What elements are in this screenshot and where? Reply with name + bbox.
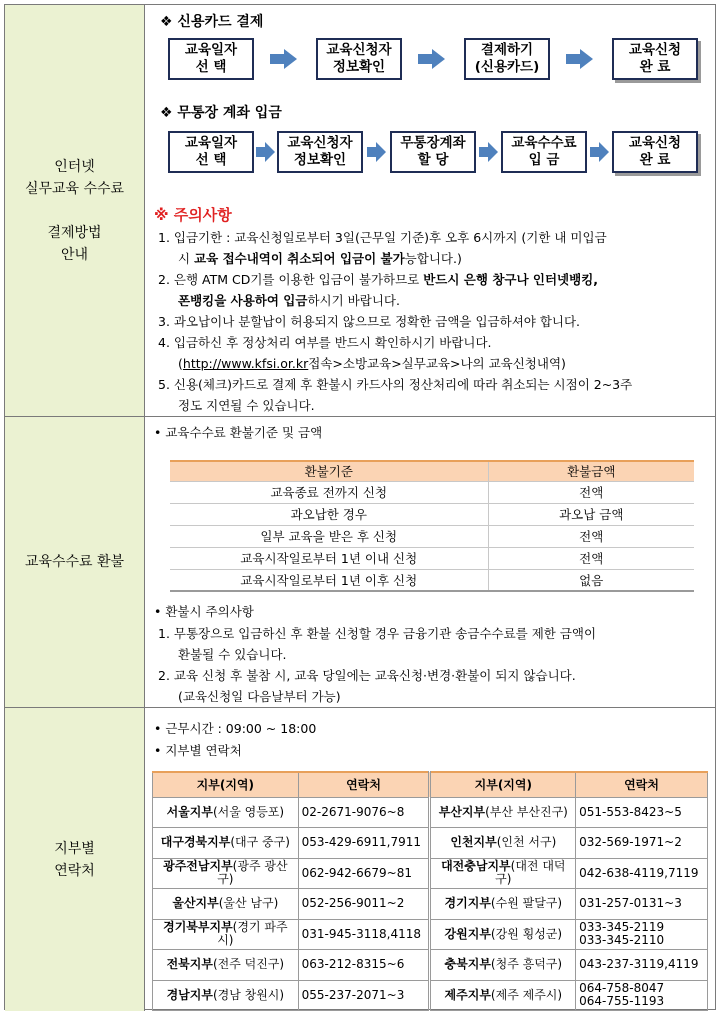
note-line — [158, 290, 709, 311]
branch-name: 강원지부 — [444, 926, 491, 941]
table-row — [170, 525, 694, 547]
refund-criteria: 일부 교육을 받은 후 신청 — [170, 525, 488, 547]
card-step-3: 결제하기 (신용카드) — [464, 38, 550, 80]
branch-name-cell — [430, 858, 576, 889]
branch-region: (경기 파주시) — [217, 920, 288, 948]
note-text: 능합니다.) — [404, 251, 462, 266]
refund-notice-title: • 환불시 주의사항 — [154, 604, 254, 619]
note-line: 5. 신용(체크)카드로 결제 후 환불시 카드사의 정산처리에 따라 취소되는 시점이 2~3주 — [158, 377, 633, 392]
note-line: 2. 교육 신청 후 불참 시, 교육 당일에는 교육신청·변경·환불이 되지 않습니다. — [158, 668, 576, 683]
refund-header-amount: 환불금액 — [488, 461, 694, 481]
note-text: 하시기 바랍니다. — [307, 293, 400, 308]
table-row — [153, 828, 708, 859]
branch-name-cell — [153, 797, 299, 828]
card-payment-title: ❖ 신용카드 결제 — [160, 14, 264, 30]
contacts-label-line: 연락처 — [54, 862, 95, 879]
arrow-right-icon — [479, 142, 499, 162]
arrow-right-icon — [367, 142, 387, 162]
branch-phone: 031-945-3118,4118 — [298, 919, 430, 950]
branch-phone: 033-345-2119 033-345-2110 — [576, 919, 708, 950]
branch-region: (대전 대덕구) — [495, 859, 566, 887]
refund-amount: 없음 — [488, 569, 694, 591]
refund-header-row — [170, 461, 694, 481]
branch-region: (경남 창원시) — [212, 987, 285, 1002]
arrow-right-icon — [418, 49, 446, 69]
branch-name-cell — [153, 950, 299, 981]
note-emphasis: 교육 접수내역이 취소되어 입금이 불가 — [194, 251, 405, 266]
payment-section — [5, 5, 715, 417]
branch-name: 인천지부 — [450, 835, 497, 850]
card-step-1: 교육일자 선 택 — [168, 38, 254, 80]
note-text: 2. 은행 ATM CD기를 이용한 입금이 불가하므로 — [158, 272, 424, 287]
payment-label — [5, 5, 145, 416]
branch-name-cell — [430, 889, 576, 920]
branch-phone: 02-2671-9076~8 — [298, 797, 430, 828]
refund-header-criteria: 환불기준 — [170, 461, 488, 481]
note-emphasis: 폰뱅킹을 사용하여 입금 — [178, 293, 308, 308]
note-line: 환불될 수 있습니다. — [178, 647, 287, 662]
branch-region: (청주 흥덕구) — [490, 957, 563, 972]
table-row — [170, 481, 694, 503]
arrow-right-icon — [270, 49, 298, 69]
bank-step-2: 교육신청자 정보확인 — [277, 131, 363, 173]
payment-label-line: 실무교육 수수료 — [24, 180, 125, 197]
payment-label-line: 결제방법 — [47, 224, 102, 241]
refund-amount: 과오납 금액 — [488, 503, 694, 525]
arrow-right-icon — [590, 142, 610, 162]
note-line — [158, 248, 709, 269]
table-row — [170, 569, 694, 591]
note-line: 4. 입금하신 후 정상처리 여부를 반드시 확인하시기 바랍니다. — [158, 335, 492, 350]
branch-name: 대전충남지부 — [441, 859, 511, 874]
contacts-section — [5, 708, 715, 1011]
branch-name-cell — [430, 797, 576, 828]
branch-name: 충북지부 — [444, 957, 491, 972]
branch-region: (제주 제주시) — [490, 987, 563, 1002]
branch-header: 지부(지역) — [153, 772, 299, 797]
branch-name-cell — [430, 828, 576, 859]
arrow-right-icon — [566, 49, 594, 69]
branch-region: (부산 부산진구) — [485, 804, 568, 819]
branch-name: 경기북부지부 — [163, 920, 233, 935]
working-hours: • 근무시간 : 09:00 ~ 18:00 — [154, 721, 317, 736]
branch-region: (인천 서구) — [496, 835, 557, 850]
bank-payment-title: ❖ 무통장 계좌 입금 — [160, 105, 282, 121]
branch-header-row — [153, 772, 708, 797]
branch-name: 광주전남지부 — [163, 859, 233, 874]
branch-name-cell — [153, 980, 299, 1011]
table-row — [153, 858, 708, 889]
bank-step-3: 무통장계좌 할 당 — [390, 131, 476, 173]
branch-name: 대구경북지부 — [160, 835, 231, 850]
branch-region: (전주 덕진구) — [212, 957, 285, 972]
refund-criteria: 교육시작일로부터 1년 이후 신청 — [170, 569, 488, 591]
branch-name-cell — [153, 858, 299, 889]
branch-phone: 053-429-6911,7911 — [298, 828, 430, 859]
refund-notices — [158, 623, 709, 707]
branch-region: (서울 영등포) — [212, 804, 285, 819]
refund-amount: 전액 — [488, 525, 694, 547]
refund-table-title: • 교육수수료 환불기준 및 금액 — [154, 425, 323, 440]
branch-name-cell — [430, 919, 576, 950]
branch-header: 연락처 — [298, 772, 430, 797]
refund-criteria: 교육종료 전까지 신청 — [170, 481, 488, 503]
payment-label-line: 인터넷 — [54, 158, 95, 175]
refund-content — [146, 417, 715, 707]
branch-name: 서울지부 — [166, 804, 213, 819]
note-emphasis: 반드시 은행 창구나 인터넷뱅킹, — [423, 272, 599, 287]
branch-phone: 042-638-4119,7119 — [576, 858, 708, 889]
refund-section — [5, 417, 715, 708]
branch-region: (울산 남구) — [218, 896, 279, 911]
note-line: (교육신청일 다음날부터 가능) — [178, 689, 341, 704]
refund-criteria: 과오납한 경우 — [170, 503, 488, 525]
contacts-label-line: 지부별 — [54, 840, 95, 857]
table-row — [170, 547, 694, 569]
table-row — [153, 797, 708, 828]
table-row — [153, 889, 708, 920]
note-line: 1. 입금기한 : 교육신청일로부터 3일(근무일 기준)후 오후 6시까지 (기한 내 미입금 — [158, 230, 607, 245]
branch-phone: 043-237-3119,4119 — [576, 950, 708, 981]
note-text: ( — [178, 356, 183, 371]
branch-name: 부산지부 — [438, 804, 486, 819]
payment-label-line: 안내 — [60, 246, 89, 263]
branch-name-cell — [153, 919, 299, 950]
note-line: 3. 과오납이나 분할납이 허용되지 않으므로 정확한 금액을 입금하셔야 합니다. — [158, 314, 581, 329]
refund-amount: 전액 — [488, 547, 694, 569]
contacts-title: • 지부별 연락처 — [154, 743, 242, 758]
branch-phone: 064-758-8047 064-755-1193 — [576, 980, 708, 1011]
refund-label: 교육수수료 환불 — [5, 417, 145, 707]
branch-header: 지부(지역) — [430, 772, 576, 797]
contacts-label — [5, 708, 145, 1011]
branch-name-cell — [430, 950, 576, 981]
note-line: 정도 지연될 수 있습니다. — [178, 398, 315, 413]
branch-phone: 052-256-9011~2 — [298, 889, 430, 920]
branch-name: 경남지부 — [166, 987, 213, 1002]
note-line — [158, 353, 709, 374]
refund-criteria: 교육시작일로부터 1년 이내 신청 — [170, 547, 488, 569]
branch-phone: 063-212-8315~6 — [298, 950, 430, 981]
caution-notes — [158, 227, 709, 416]
branch-region: (강원 횡성군) — [490, 926, 563, 941]
contacts-content — [146, 708, 715, 1011]
branch-phone: 062-942-6679~81 — [298, 858, 430, 889]
card-step-2: 교육신청자 정보확인 — [316, 38, 402, 80]
bank-step-5: 교육신청 완 료 — [612, 131, 698, 173]
bank-step-1: 교육일자 선 택 — [168, 131, 254, 173]
branch-phone: 051-553-8423~5 — [576, 797, 708, 828]
branch-header: 연락처 — [576, 772, 708, 797]
branch-phone: 055-237-2071~3 — [298, 980, 430, 1011]
branch-table — [152, 771, 708, 1011]
card-step-4: 교육신청 완 료 — [612, 38, 698, 80]
branch-region: (수원 팔달구) — [490, 896, 563, 911]
kfsi-link[interactable]: http://www.kfsi.or.kr — [182, 356, 309, 371]
note-line: 1. 무통장으로 입금하신 후 환불 신청할 경우 금융기관 송금수수료를 제한 금액이 — [158, 626, 597, 641]
info-sheet — [4, 4, 716, 1010]
branch-region: (광주 광산구) — [217, 859, 288, 887]
branch-name: 제주지부 — [444, 987, 491, 1002]
branch-name-cell — [153, 828, 299, 859]
branch-phone: 031-257-0131~3 — [576, 889, 708, 920]
branch-phone: 032-569-1971~2 — [576, 828, 708, 859]
branch-name: 경기지부 — [444, 896, 491, 911]
table-row — [153, 980, 708, 1011]
branch-region: (대구 중구) — [230, 835, 290, 850]
arrow-right-icon — [256, 142, 276, 162]
branch-name: 울산지부 — [172, 896, 219, 911]
table-row — [153, 919, 708, 950]
branch-name-cell — [430, 980, 576, 1011]
table-row — [153, 950, 708, 981]
payment-content — [146, 5, 715, 416]
table-row — [170, 503, 694, 525]
note-text: 시 — [178, 251, 195, 266]
refund-table — [170, 460, 694, 592]
note-text: 접속>소방교육>실무교육>나의 교육신청내역) — [308, 356, 566, 371]
branch-name: 전북지부 — [166, 957, 213, 972]
bank-step-4: 교육수수료 입 금 — [501, 131, 587, 173]
note-line — [158, 269, 709, 290]
refund-amount: 전액 — [488, 481, 694, 503]
branch-name-cell — [153, 889, 299, 920]
caution-title: ※ 주의사항 — [154, 206, 232, 224]
